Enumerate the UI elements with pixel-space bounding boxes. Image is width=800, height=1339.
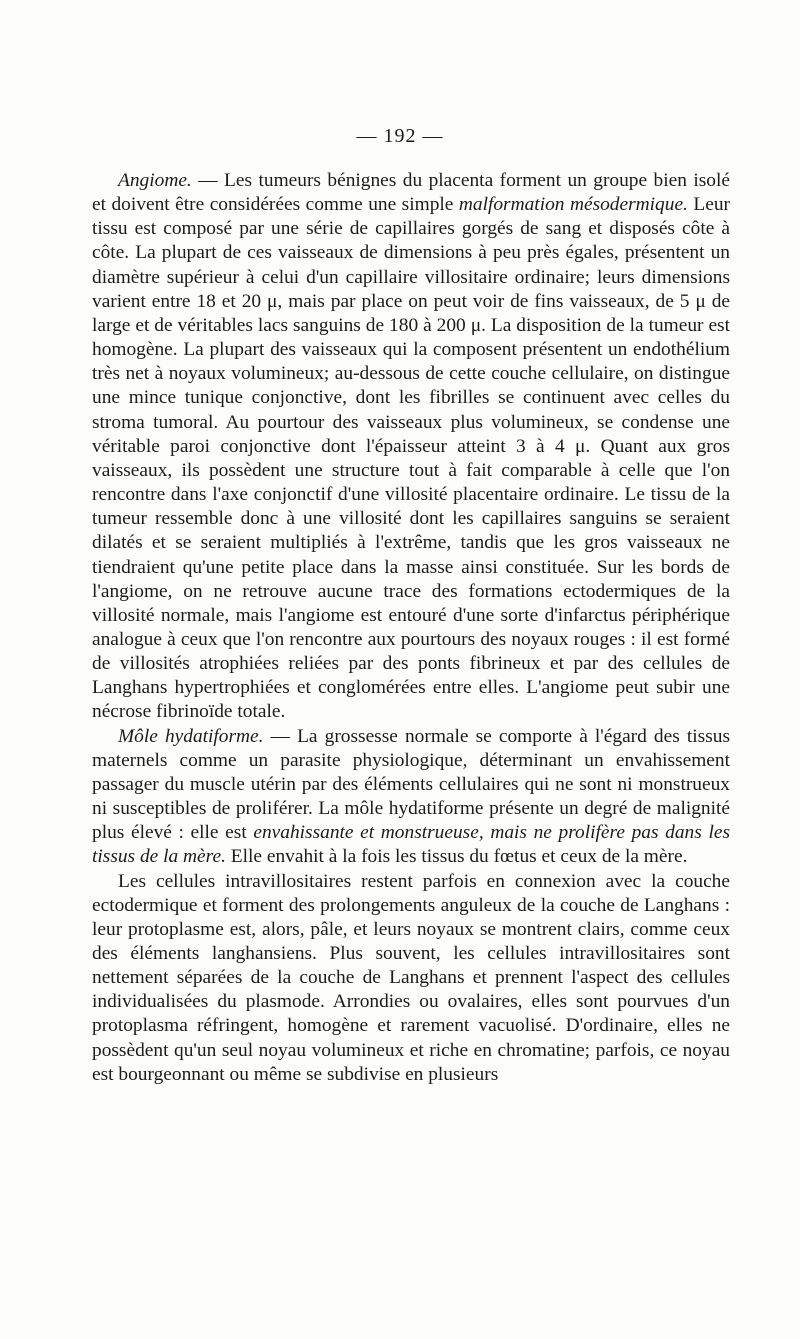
emphasis-text: malformation mésodermique. — [458, 194, 688, 216]
paragraph-cellules-intravillositaires — [92, 870, 730, 1087]
section-heading-mole-hydatiforme: Môle hydatiforme. — [118, 725, 264, 747]
emphasis-text: envahissante et monstrueuse, mais ne prolifère pas dans les tissus de la mère. — [92, 822, 730, 868]
paragraph-text: Elle envahit à la fois les tissus du fœtus et ceux de la mère. — [225, 846, 688, 868]
paragraph-text: — Les tumeurs bénignes du placenta forment un groupe bien isolé et doivent être considérées comme une simple — [92, 170, 730, 216]
paragraph-mole-hydatiforme — [92, 725, 730, 870]
body-text — [92, 169, 730, 1087]
paragraph-text: — La grossesse normale se comporte à l'égard des tissus maternels comme un parasite physiologique, déterminant un envahissement passager du muscle utérin par des éléments cellulaires qui ne sont ni monstrueux ni susceptibles de proliférer. La môle hydatiforme présente un degré de malignité plus élevé : elle est — [92, 725, 730, 844]
page-number: — 192 — — [356, 125, 444, 147]
section-heading-angiome: Angiome. — [118, 170, 192, 191]
paragraph-text: Les cellules intravillositaires restent parfois en connexion avec la couche ectodermique et forment des prolongements anguleux de la couche de Langhans : leur protoplasme est, alors, pâle, et leurs noyaux se montrent clairs, comme ceux des éléments langhansiens. Plus souvent, les cellules intravillositaires sont nettement séparées de la couche de Langhans et prennent l'aspect des cellules individualisées du plasmode. Arrondies ou ovalaires, elles sont pourvues d'un protoplasma réfringent, homogène et rarement vacuolisé. D'ordinaire, elles ne possèdent qu'un seul noyau volumineux et riche en chromatine; parfois, ce noyau est bourgeonnant ou même se subdivise en plusieurs — [92, 870, 730, 1085]
paragraph-angiome — [92, 169, 730, 725]
paragraph-text: Leur tissu est composé par une série de capillaires gorgés de sang et disposés côte à côte. La plupart de ces vaisseaux de dimensions à peu près égales, présentent un diamètre supérieur à celui d'un capillaire villositaire ordinaire; leurs dimensions varient entre 18 et 20 μ, mais par place on peut voir de fins vaisseaux, de 5 μ de large et de véritables lacs sanguins de 180 à 200 μ. La disposition de la tumeur est homogène. La plupart des vaisseaux qui la composent présentent un endothélium très net à noyaux volumineux; au-dessous de cette couche cellulaire, on distingue une mince tunique conjonctive, dont les fibrilles se continuent avec celles du stroma tumoral. Au pourtour des vaisseaux plus volumineux, se condense une véritable paroi conjonctive dont l'épaisseur atteint 3 à 4 μ. Quant aux gros vaisseaux, ils possèdent une structure tout à fait comparable à celle que l'on rencontre dans l'axe conjonctif d'une villosité placentaire ordinaire. Le tissu de la tumeur ressemble donc à une villosité dont les capillaires sanguins se seraient dilatés et se seraient multipliés à l'extrême, tandis que les gros vaisseaux ne tiendraient qu'une petite place dans la masse ainsi constituée. Sur les bords de l'angiome, on ne retrouve aucune trace des formations ectodermiques de la villosité normale, mais l'angiome est entouré d'une sorte d'infarctus périphérique analogue à ceux que l'on rencontre aux pourtours des noyaux rouges : il est formé de villosités atrophiées reliées par des ponts fibrineux et par des cellules de Langhans hypertrophiées et conglomérées entre elles. L'angiome peut subir une nécrose fibrinoïde totale. — [92, 194, 731, 723]
